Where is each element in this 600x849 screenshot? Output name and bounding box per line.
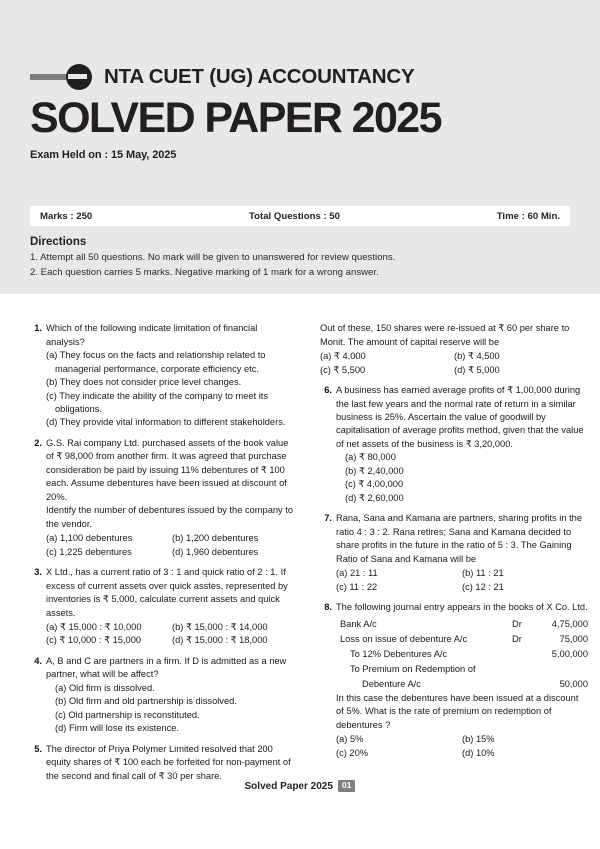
option-list	[336, 451, 588, 505]
option-a[interactable]: (a) 21 : 11	[336, 568, 378, 579]
option-b[interactable]: (b) Old firm and old partnership is dissolved.	[55, 696, 237, 707]
journal-row	[340, 617, 588, 632]
questions-content	[0, 294, 600, 790]
option-list	[336, 567, 588, 594]
option-list	[320, 350, 588, 377]
direction-line: 2. Each question carries 5 marks. Negative marking of 1 mark for a wrong answer.	[30, 266, 379, 278]
question-number: 1.	[34, 323, 42, 334]
option-c[interactable]: (c) ₹ 4,00,000	[345, 479, 404, 490]
directions-title: Directions	[30, 236, 87, 248]
option-list	[46, 621, 298, 648]
brand-row	[30, 62, 570, 92]
journal-debit-amount: 4,75,000	[551, 618, 588, 629]
question-subtext: Identify the number of debentures issued by the company to the vendor.	[46, 505, 294, 529]
question-text-continued: Out of these, 150 shares were re-issued at ₹ 60 per share to Monit. The amount of capital reserve will be	[320, 323, 570, 347]
question-8	[316, 601, 588, 760]
journal-dr-marker: Dr	[512, 633, 522, 644]
journal-credit-amount: 5,00,000	[551, 648, 588, 659]
page-number-badge: 01	[338, 780, 356, 792]
question-text: Which of the following indicate limitation of financial analysis?	[46, 323, 258, 347]
question-2	[26, 437, 298, 559]
option-c[interactable]: (c) They indicate the ability of the company to meet its obligations.	[46, 390, 269, 414]
directions-section	[0, 228, 600, 294]
option-c[interactable]: (c) Old partnership is reconstituted.	[55, 709, 200, 720]
journal-row	[340, 677, 588, 692]
journal-dr-marker: Dr	[512, 618, 522, 629]
option-d[interactable]: (d) They provide vital information to different stakeholders.	[46, 417, 286, 428]
question-text: A, B and C are partners in a firm. If D is admitted as a new partner, what will be affect?	[46, 655, 287, 680]
journal-entry-table	[336, 617, 588, 692]
journal-credit-amount: 50,000	[559, 678, 588, 689]
journal-account: Loss on issue of debenture A/c	[340, 633, 468, 644]
option-list	[46, 349, 298, 430]
question-number: 8.	[324, 602, 332, 613]
question-3	[26, 566, 298, 648]
question-number: 2.	[34, 437, 42, 448]
question-number: 5.	[34, 743, 42, 754]
question-text: Rana, Sana and Kamana are partners, sharing profits in the ratio 4 : 3 : 2. Rana retires; Sana and Kamana decided to share profits in the future in the ratio of 5 : 3. The Gaining Ratio of Sana and Kamana will be	[336, 513, 582, 564]
journal-account: Bank A/c	[340, 618, 377, 629]
option-d[interactable]: (d) ₹ 15,000 : ₹ 18,000	[172, 635, 268, 646]
option-a[interactable]: (a) 5%	[336, 734, 364, 745]
question-number: 7.	[324, 513, 332, 524]
question-5	[26, 743, 298, 783]
journal-row	[340, 662, 588, 677]
option-a[interactable]: (a) ₹ 80,000	[345, 452, 396, 463]
circle-slot-logo-icon	[30, 64, 96, 90]
option-d[interactable]: (d) 10%	[462, 747, 495, 758]
option-b[interactable]: (b) ₹ 4,500	[454, 351, 500, 362]
question-4	[26, 655, 298, 736]
column-right	[316, 322, 588, 790]
option-a[interactable]: (a) ₹ 4,000	[320, 351, 366, 362]
marks-value: Marks : 250	[40, 210, 93, 222]
option-b[interactable]: (b) 1,200 debentures	[172, 533, 259, 544]
brand-title: NTA CUET (UG) ACCOUNTANCY	[104, 65, 415, 88]
column-left	[26, 322, 298, 790]
journal-account: Debenture A/c	[362, 678, 421, 689]
option-d[interactable]: (d) 1,960 debentures	[172, 546, 259, 557]
page-header	[0, 0, 600, 228]
page-footer	[0, 780, 600, 792]
option-b[interactable]: (b) 15%	[462, 734, 495, 745]
page-title: SOLVED PAPER 2025	[30, 94, 441, 142]
option-list	[46, 532, 298, 559]
option-list	[46, 682, 298, 736]
option-c[interactable]: (c) 1,225 debentures	[46, 546, 132, 557]
footer-label: Solved Paper 2025	[244, 780, 333, 792]
question-number: 3.	[34, 567, 42, 578]
question-5-continuation	[316, 322, 588, 377]
question-text: A business has earned average profits of ₹ 1,00,000 during the last few years and the normal rate of return in a similar business is 25%. Ascertain the value of goodwill by capitalisation of average profits method, given that the value of net assets of the business is ₹ 3,20,000.	[336, 385, 584, 449]
question-text: The director of Priya Polymer Limited resolved that 200 equity shares of ₹ 100 each be forfeited for non-payment of the second and final call of ₹ 30 per share.	[46, 743, 291, 781]
journal-debit-amount: 75,000	[559, 633, 588, 644]
journal-row	[340, 632, 588, 647]
question-1	[26, 322, 298, 430]
option-b[interactable]: (b) ₹ 2,40,000	[345, 465, 404, 476]
question-number: 4.	[34, 655, 42, 666]
option-a[interactable]: (a) They focus on the facts and relationship related to managerial performance, corporate efficiency etc.	[46, 350, 266, 374]
exam-meta-bar	[30, 206, 570, 226]
option-a[interactable]: (a) ₹ 15,000 : ₹ 10,000	[46, 622, 142, 632]
question-6	[316, 384, 588, 505]
option-a[interactable]: (a) 1,100 debentures	[46, 533, 133, 544]
option-b[interactable]: (b) 11 : 21	[462, 568, 504, 579]
total-questions-value: Total Questions : 50	[249, 210, 340, 222]
option-a[interactable]: (a) Old firm is dissolved.	[55, 682, 155, 693]
question-number: 6.	[324, 385, 332, 396]
journal-row	[340, 647, 588, 662]
question-text: G.S. Rai company Ltd. purchased assets of the book value of ₹ 98,000 from another firm. It was agreed that purchase consideration be paid by issuing 11% debentures of ₹ 100 each. Assume debentures have been issued at discount of 20%.	[46, 437, 289, 502]
option-c[interactable]: (c) 20%	[336, 747, 369, 758]
option-d[interactable]: (d) ₹ 5,000	[454, 364, 500, 375]
question-text: X Ltd., has a current ratio of 3 : 1 and quick ratio of 2 : 1. If excess of current assets over quick asstes, represented by inventories is ₹ 5,000, calculate current assets and quick assets.	[46, 567, 288, 618]
option-d[interactable]: (d) ₹ 2,60,000	[345, 492, 404, 503]
option-b[interactable]: (b) They does not consider price level changes.	[46, 377, 242, 388]
option-c[interactable]: (c) ₹ 5,500	[320, 364, 366, 375]
direction-line: 1. Attempt all 50 questions. No mark will be given to unanswered for review questions.	[30, 252, 396, 263]
time-value: Time : 60 Min.	[496, 210, 560, 222]
journal-account: To 12% Debentures A/c	[350, 648, 448, 659]
option-d[interactable]: (d) Firm will lose its existence.	[55, 723, 179, 734]
option-list	[336, 733, 588, 760]
option-d[interactable]: (c) 12 : 21	[462, 581, 504, 592]
option-c[interactable]: (c) ₹ 10,000 : ₹ 15,000	[46, 635, 142, 646]
question-text: The following journal entry appears in the books of X Co. Ltd.	[336, 602, 588, 613]
option-c[interactable]: (c) 11 : 22	[336, 581, 378, 592]
question-subtext: In this case the debentures have been issued at a discount of 5%. What is the rate of premium on redemption of debentures ?	[336, 692, 579, 730]
exam-date: Exam Held on : 15 May, 2025	[30, 148, 177, 161]
option-b[interactable]: (b) ₹ 15,000 : ₹ 14,000	[172, 622, 268, 632]
journal-account: To Premium on Redemption of	[350, 663, 476, 674]
question-7	[316, 512, 588, 594]
